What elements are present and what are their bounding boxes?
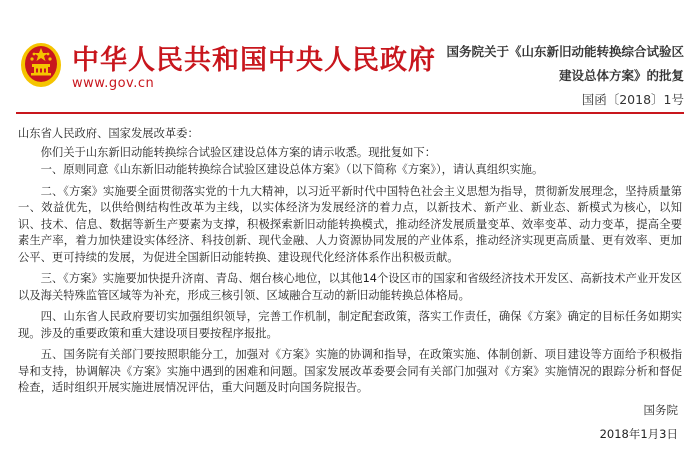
document-title-line: 建设总体方案》的批复	[558, 68, 684, 83]
body-paragraph: 五、国务院有关部门要按照职能分工，加强对《方案》实施的协调和指导，在政策实施、体制创新、项目建设等方面给予积极指导和支持，协调解决《方案》实施中遇到的困难和问题。国家发展改革委要会同有关部门加强对《方案》实施情况的跟踪分析和督促检查，适时组织开展实施进展情况评估，重大问题及时向国务院报告。	[18, 348, 682, 394]
document-title	[446, 40, 684, 88]
site-url[interactable]: www.gov.cn	[72, 76, 155, 91]
signoff	[600, 398, 678, 446]
national-emblem-icon	[20, 42, 62, 88]
body-paragraph: 二、《方案》实施要全面贯彻落实党的十九大精神，以习近平新时代中国特色社会主义思想为指导，贯彻新发展理念，坚持质量第一、效益优先，以供给侧结构性改革为主线，以实体经济为发展经济的着力点，以新技术、新产业、新业态、新模式为核心，以知识、技术、信息、数据等新生产要素为支撑，积极探索新旧动能转换模式，推动经济发展质量变革、效率变革、动力变革，提高全要素生产率，着力加快建设实体经济、科技创新、现代金融、人力资源协同发展的产业体系，推动经济实现更高质量、更有效率、更加公平、更可持续的发展，为促进全国新旧动能转换、建设现代化经济体系作出积极贡献。	[18, 184, 682, 264]
body-paragraph: 四、山东省人民政府要切实加强组织领导，完善工作机制，制定配套政策，落实工作责任，确保《方案》确定的目标任务如期实现。涉及的重要政策和重大建设项目要按程序报批。	[18, 310, 682, 340]
body-paragraph: 一、原则同意《山东新旧动能转换综合试验区建设总体方案》（以下简称《方案》），请认真组织实施。	[40, 163, 544, 176]
body-paragraph: 三、《方案》实施要加快提升济南、青岛、烟台核心地位，以其他14个设区市的国家和省级经济技术开发区、高新技术产业开发区以及海关特殊监管区域等为补充，形成三核引领、区域融合互动的新旧动能转换总体格局。	[18, 272, 682, 302]
page-header	[0, 0, 700, 118]
document-number: 国函〔2018〕1号	[581, 92, 684, 107]
signoff-date: 2018年1月3日	[599, 427, 678, 441]
salutation: 山东省人民政府、国家发展改革委：	[18, 127, 199, 140]
header-divider	[16, 112, 684, 114]
site-title: 中华人民共和国中央人民政府	[72, 45, 436, 76]
document-body	[18, 126, 682, 398]
signoff-org: 国务院	[643, 403, 678, 417]
body-paragraph: 你们关于山东新旧动能转换综合试验区建设总体方案的请示收悉。现批复如下：	[40, 145, 436, 159]
document-title-line: 国务院关于《山东新旧动能转换综合试验区	[446, 44, 684, 59]
